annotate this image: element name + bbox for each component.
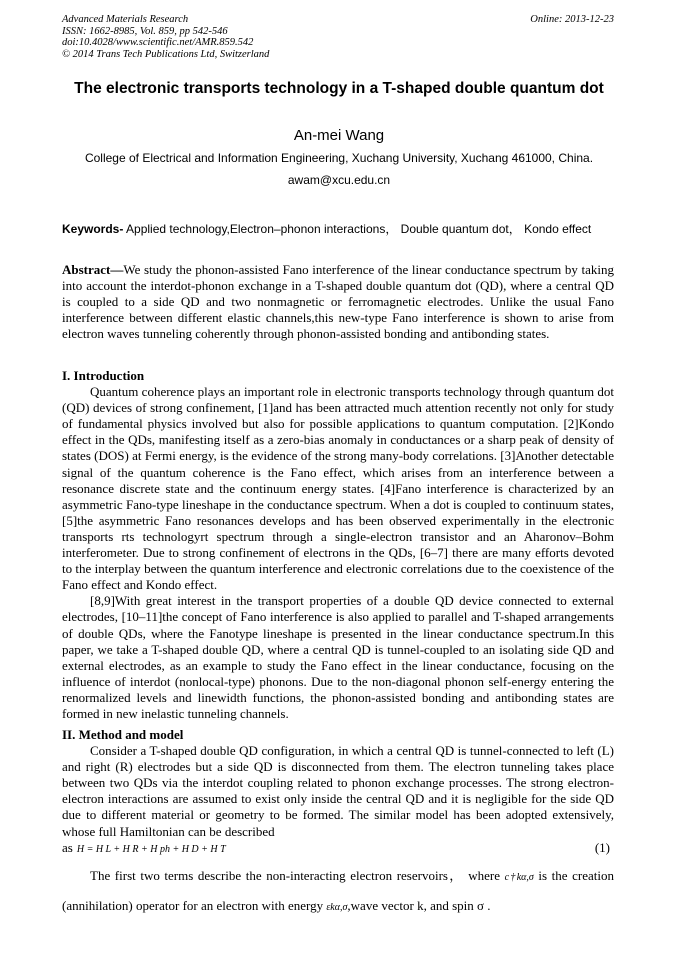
paragraph: Quantum coherence plays an important role in electronic transports technology through quantum dot (QD) devices of strong confinement, [1]and has been attracted much attention recently not only for study of fundamental physics involved but also for possible applications to quantum computation. [2]Kondo effect in the QDs, manifesting itself as a zero-bias anomaly in conductances or a sharp peak of density of states (DOS) at Fermi energy, is the evidence of the strong many-body correlations. [3]Another detectable signal of the quantum coherence is the Fano effect, which arises from an interference between a resonance discrete state and the continuum energy states. [4]Fano interference is characterized by an asymmetric Fano-type lineshape in the conductance spectrum. When a dot is coupled to continuum states, [5]the asymmetric Fano resonances develops and has been observed experimentally in the electronic transports rts technologyrt spectrum through a single-electron transistor and an Aharonov–Bohm interferometer. Due to strong confinement of electrons in the QDs, [6–7] there are many efforts devoted to the interplay between the quantum interference and electronic correlations due to the coexistence of the Fano effect and Kondo effect. [62,384,614,593]
equation-number: (1) [594,839,610,855]
paragraph: [8,9]With great interest in the transport properties of a double QD device connected to external electrodes, [10–11]the concept of Fano interference is also applied to parallel and T-shaped arrangements of double QDs, where the Fanotype lineshape is presented in the linear conductance spectrum.In this paper, we take a T-shaped double QD, where a central QD is tunnel-coupled to an isolating side QD and external electrodes, as an example to study the Fano effect in the linear conductance, focusing on the influence of interdot (nonlocal-type) phonons. Due to the non-diagonal phonon self-energy entering the renormalized levels and linewidth functions, the phonon-assisted bonding and antibonding states are formed in new inelastic tunneling channels. [62,593,614,721]
paper-title: The electronic transports technology in a T-shaped double quantum dot [74,80,604,97]
section-introduction [62,368,614,722]
keywords-label: Keywords- [62,222,124,236]
copyright: © 2014 Trans Tech Publications Ltd, Switzerland [62,48,270,60]
abstract [62,262,614,342]
energy-symbol: εkα,σ [326,902,348,913]
hamiltonian-equation: H = H L + H R + H ph + H D + H T [76,843,226,855]
equation-prefix: as [62,839,73,855]
section-method [62,727,614,858]
paragraph-operators [62,862,614,922]
paragraph-text: is the creation (annihilation) operator for an electron with energy [62,868,614,913]
author-name: An-mei Wang [293,127,385,144]
affiliation: College of Electrical and Information Engineering, Xuchang University, Xuchang 461000, China. [84,151,594,165]
abstract-label: Abstract [62,262,111,277]
online-date: Online: 2013-12-23 [530,14,614,25]
paragraph-text: The first two terms describe the non-interacting electron reservoirs， where [90,868,500,883]
equation-1 [62,840,614,858]
issn: ISSN: 1662-8985, Vol. 859, pp 542-546 [62,25,228,37]
paragraph-text: ,wave vector k, and spin σ . [347,898,491,913]
keywords [62,222,614,237]
journal-name: Advanced Materials Research [62,14,189,25]
section-heading: I. Introduction [62,368,145,383]
section-heading: II. Method and model [62,727,184,742]
page-header [62,14,614,60]
abstract-text: We study the phonon-assisted Fano interference of the linear conductance spectrum by taking into account the interdot-phonon exchange in a T-shaped double quantum dot (QD), where a central QD is coupled to a side QD and two nonmagnetic or ferromagnetic electrodes. Unlike the usual Fano interference between different elastic channels,this new-type Fano interference is shown to arise from electron waves tunneling coherently through phonon-assisted bonding and antibonding states. [62,262,614,342]
author-email: awam@xcu.edu.cn [287,173,391,187]
keywords-text: Applied technology,Electron–phonon interactions， Double quantum dot， Kondo effect [126,222,592,236]
doi: doi:10.4028/www.scientific.net/AMR.859.542 [62,37,254,48]
paragraph: Consider a T-shaped double QD configuration, in which a central QD is tunnel-connected to left (L) and right (R) electrodes but a side QD is disconnected from them. The electron tunneling takes place between two QDs via the interdot coupling related to phonon exchange processes. The strong electron-electron interactions are assumed to exist only inside the central QD and it is negligible for the side QD due to different material or geometry to be formed. The similar model has been adopted extensively, whose full Hamiltonian can be described [62,743,614,839]
creation-operator-symbol: c†kα,σ [504,872,534,883]
abstract-dash: — [110,262,124,277]
